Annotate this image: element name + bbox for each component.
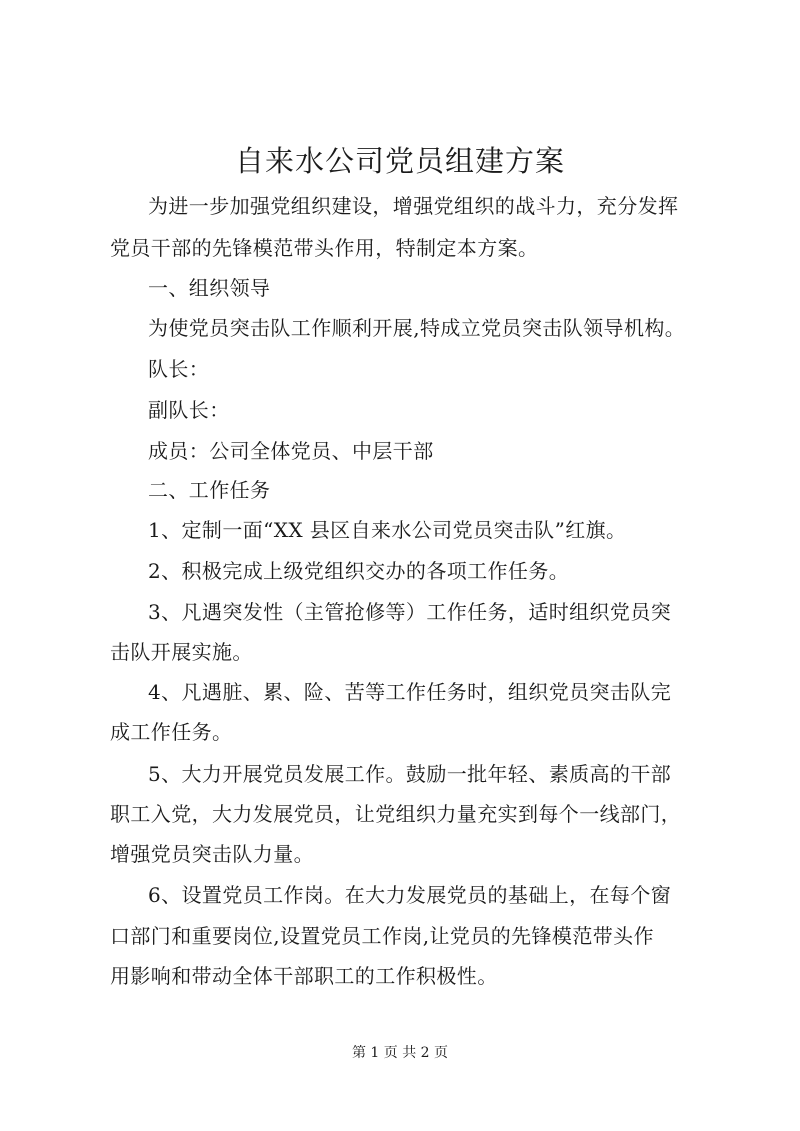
list-item-continuation: 增强党员突击队力量。 bbox=[110, 842, 314, 866]
paragraph-line: 党员干部的先锋模范带头作用，特制定本方案。 bbox=[110, 236, 539, 260]
list-item: 4、凡遇脏、累、险、苦等工作任务时，组织党员突击队完 bbox=[148, 680, 672, 704]
paragraph-line: 成员：公司全体党员、中层干部 bbox=[148, 439, 434, 463]
document-title: 自来水公司党员组建方案 bbox=[234, 144, 565, 178]
paragraph-line: 副队长： bbox=[148, 398, 230, 422]
paragraph-line: 为进一步加强党组织建设，增强党组织的战斗力，充分发挥 bbox=[148, 194, 679, 218]
list-item-continuation: 成工作任务。 bbox=[110, 720, 233, 744]
list-item: 2、积极完成上级党组织交办的各项工作任务。 bbox=[148, 559, 570, 583]
list-item: 6、设置党员工作岗。在大力发展党员的基础上，在每个窗 bbox=[148, 883, 672, 907]
paragraph-line: 为使党员突击队工作顺利开展,特成立党员突击队领导机构。 bbox=[148, 316, 686, 340]
page-footer: 第 1 页 共 2 页 bbox=[351, 1045, 449, 1061]
section-heading: 一、组织领导 bbox=[148, 276, 271, 300]
list-item: 3、凡遇突发性（主管抢修等）工作任务，适时组织党员突 bbox=[148, 600, 672, 624]
list-item: 5、大力开展党员发展工作。鼓励一批年轻、素质高的干部 bbox=[148, 762, 672, 786]
list-item: 1、定制一面“XX 县区自来水公司党员突击队”红旗。 bbox=[148, 518, 627, 542]
list-item-continuation: 用影响和带动全体干部职工的工作积极性。 bbox=[110, 964, 498, 988]
list-item-continuation: 职工入党，大力发展党员，让党组织力量充实到每个一线部门， bbox=[110, 802, 682, 826]
list-item-continuation: 击队开展实施。 bbox=[110, 640, 253, 664]
list-item-continuation: 口部门和重要岗位,设置党员工作岗,让党员的先锋模范带头作 bbox=[110, 924, 654, 948]
paragraph-line: 队长： bbox=[148, 357, 210, 381]
section-heading: 二、工作任务 bbox=[148, 478, 271, 502]
